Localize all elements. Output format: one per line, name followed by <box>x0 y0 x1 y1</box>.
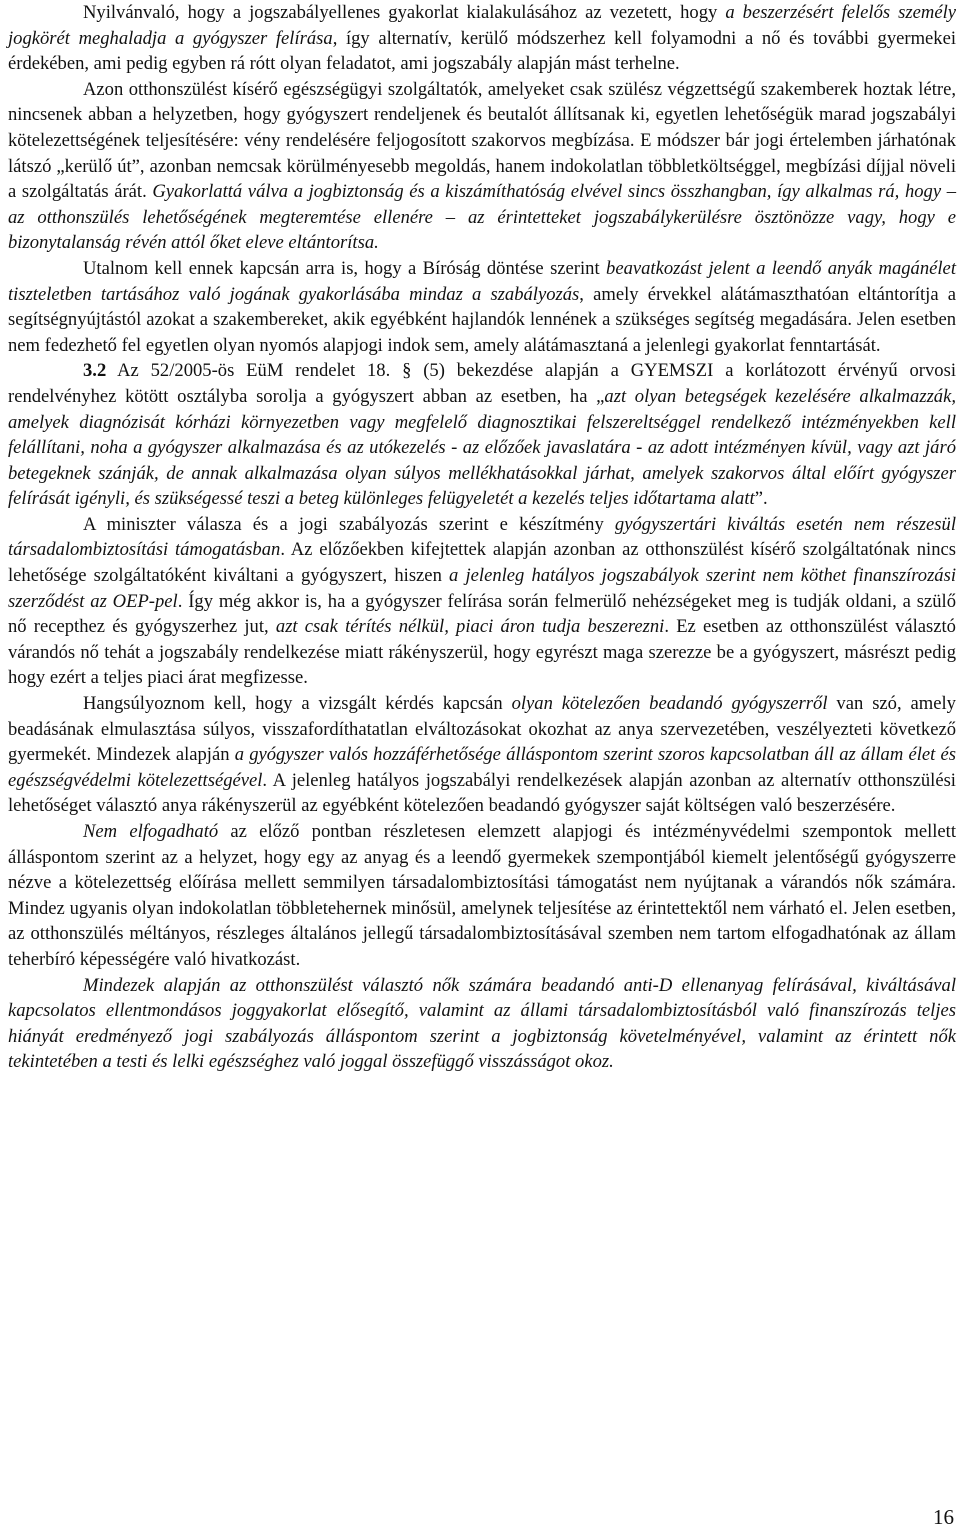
text-run: , így alternatív, kerülő módszerhez kell folyamodni a nő és további gyermekei érdekében, ami pedig egyben rá rótt olyan feladatot, ami jogszabály alapján mást terhelne. <box>8 27 957 75</box>
paragraph <box>8 358 956 512</box>
paragraph <box>8 0 956 77</box>
document-body <box>8 0 956 1075</box>
paragraph <box>8 256 956 358</box>
text-run: A miniszter válasza és a jogi szabályozás szerint e készítmény <box>83 513 615 535</box>
paragraph <box>8 691 956 819</box>
italic-emphasis: a beszerzésért felelős személy jogkörét meghaladja a gyógyszer felírása <box>8 2 956 49</box>
text-run: Hangsúlyoznom kell, hogy a vizsgált kérdés kapcsán <box>83 693 512 715</box>
italic-emphasis: olyan kötelezően beadandó gyógyszerről <box>511 693 828 715</box>
italic-emphasis: Mindezek alapján az otthonszülést választó nők számára beadandó anti-D ellenanyag felírásával, kiváltásával kapcsolatos ellentmondásos joggyakorlat elősegítő, valamint az állami társadalombiztosításból való finanszírozás teljes hiányát eredményező jogi szabályozás álláspontom szerint a jogbiztonság követelményével, valamint az érintett nők tekintetében a testi és lelki egészséghez való joggal összefüggő visszásságot okoz. <box>8 974 956 1073</box>
paragraph <box>8 973 956 1075</box>
text-run: , amely érvekkel alátámaszthatóan eltántorítja a segítségnyújtástól azokat a szakembereket, akik egyébként hajlandók lennének a szükséges segítség megadására. Jelen esetben nem fedezhető fel egyetlen olyan nyomós alapjogi indok sem, amely alátámasztaná a jelenlegi gyakorlat fenntartását. <box>8 283 956 356</box>
text-run: . Az előzőekben kifejtettek alapján azonban az otthonszülést kísérő szolgáltatónak nincs lehetősége szolgáltatóként kiváltani a gyógyszert, hiszen <box>8 539 957 587</box>
text-run: Azon otthonszülést kísérő egészségügyi szolgáltatók, amelyeket csak szülész végzettségű szakemberek hoztak létre, nincsenek abban a helyzetben, hogy gyógyszert rendeljenek és beutalót állítsanak ki, egyetlen lehetőségük marad jogszabályi kötelezettségének teljesítésére: vény rendelésére feljogosított szakorvos megbízása. E módszer bár jogi értelemben járhatónak látszó „kerülő út”, azonban nemcsak körülményesebb megoldás, hanem indokolatlan többletköltséggel, megbízási díjjal növeli a szolgáltatás árát. <box>8 78 956 203</box>
text-run: . A jelenleg hatályos jogszabályi rendelkezések alapján azonban az alternatív otthonszülési lehetőséget választó anya rákényszerül az egyébként kötelezően beadandó gyógyszer saját költségen való beszerzésére. <box>8 769 956 817</box>
italic-emphasis: a jelenleg hatályos jogszabályok szerint nem köthet finanszírozási szerződést az OEP-pel <box>8 565 957 612</box>
italic-emphasis: Gyakorlattá válva a jogbiztonság és a kiszámíthatóság elvével sincs összhangban, így alkalmas rá, hogy – az otthonszülés lehetőségének megteremtése ellenére – az érintetteket jogszabálykerülésre ösztönözze vagy, hogy e bizonytalanság révén attól őket eleve eltántorítsa. <box>8 181 956 254</box>
italic-emphasis: beavatkozást jelent a leendő anyák magánélet tiszteletben tartásához való jogának gyakorlásába mindaz a szabályozás <box>8 257 956 305</box>
text-run: Utalnom kell ennek kapcsán arra is, hogy a Bíróság döntése szerint <box>83 257 607 279</box>
italic-emphasis: Nem elfogadható <box>83 821 219 842</box>
paragraph <box>8 819 956 973</box>
text-run: van szó, amely beadásának elmulasztása súlyos, visszafordíthatatlan elváltozásokat okozhat az anya szervezetében, veszélyezteti következő gyermekét. Mindezek alapján <box>8 693 956 766</box>
text-run: Nyilvánvaló, hogy a jogszabályellenes gyakorlat kialakulásához az vezetett, hogy <box>83 2 726 23</box>
paragraph <box>8 512 956 691</box>
text-run: ”. <box>754 488 768 510</box>
text-run: Az 52/2005-ös EüM rendelet 18. § (5) bekezdése alapján a GYEMSZI a korlátozott érvényű orvosi rendelvényhez kötött osztályba sorolja a gyógyszert abban az esetben, ha „ <box>8 360 956 407</box>
text-run: . Így még akkor is, ha a gyógyszer felírása során felmerülő nehézségeket meg is tudják oldani, a szülő nő recepthez és gyógyszerhez jut, <box>8 590 956 638</box>
section-number: 3.2 <box>83 360 107 382</box>
text-run: az előző pontban részletesen elemzett alapjogi és intézményvédelmi szempontok mellett álláspontom szerint az a helyzet, hogy egy az anyag és a leendő gyermekek szempontjából kiemelt jelentőségű gyógyszerre nézve a kötelezettség előírása mellett semmilyen társadalombiztosítási támogatást nem nyújtanak a várandós nők számára. Mindez ugyanis olyan indokolatlan többletehernek minősül, amelynek teljesítése az érintettektől nem várható el. Jelen esetben, az otthonszülés méltányos, részleges általános jellegű társadalombiztosításával szemben nem tartom elfogadhatónak az állam teherbíró képességére való hivatkozást. <box>8 821 956 970</box>
paragraph <box>8 77 956 256</box>
document-page <box>8 0 956 1075</box>
italic-emphasis: azt olyan betegségek kezelésére alkalmazzák, amelyek diagnózisát kórházi környezetben vagy megfelelő diagnosztikai felszereltséggel rendelkező intézményekben kell felállítani, noha a gyógyszer alkalmazása és az utókezelés - az előzőek javaslatára - az adott intézményen kívül, vagy azt járó betegeknek szánják, de annak alkalmazása olyan súlyos mellékhatásokkal járhat, amelyek szakorvos által előírt gyógyszer felírását igényli, és szükségessé teszi a beteg különleges felügyeletét a kezelés teljes időtartama alatt <box>8 385 957 510</box>
italic-emphasis: a gyógyszer valós hozzáférhetősége álláspontom szerint szoros kapcsolatban áll az állam élet és egészségvédelmi kötelezettségével <box>8 744 956 791</box>
italic-emphasis: gyógyszertári kiváltás esetén nem részesül társadalombiztosítási támogatásban <box>8 513 956 561</box>
text-run: . Ez esetben az otthonszülést választó várandós nő tehát a jogszabály rendelkezése miatt rákényszerül, hogy egyrészt maga szerezze be a gyógyszert, másrészt pedig hogy ezért a teljes piaci árat megfizesse. <box>8 616 956 689</box>
italic-emphasis: azt csak térítés nélkül, piaci áron tudja beszerezni <box>275 616 665 638</box>
page-number: 16 <box>933 1505 954 1529</box>
